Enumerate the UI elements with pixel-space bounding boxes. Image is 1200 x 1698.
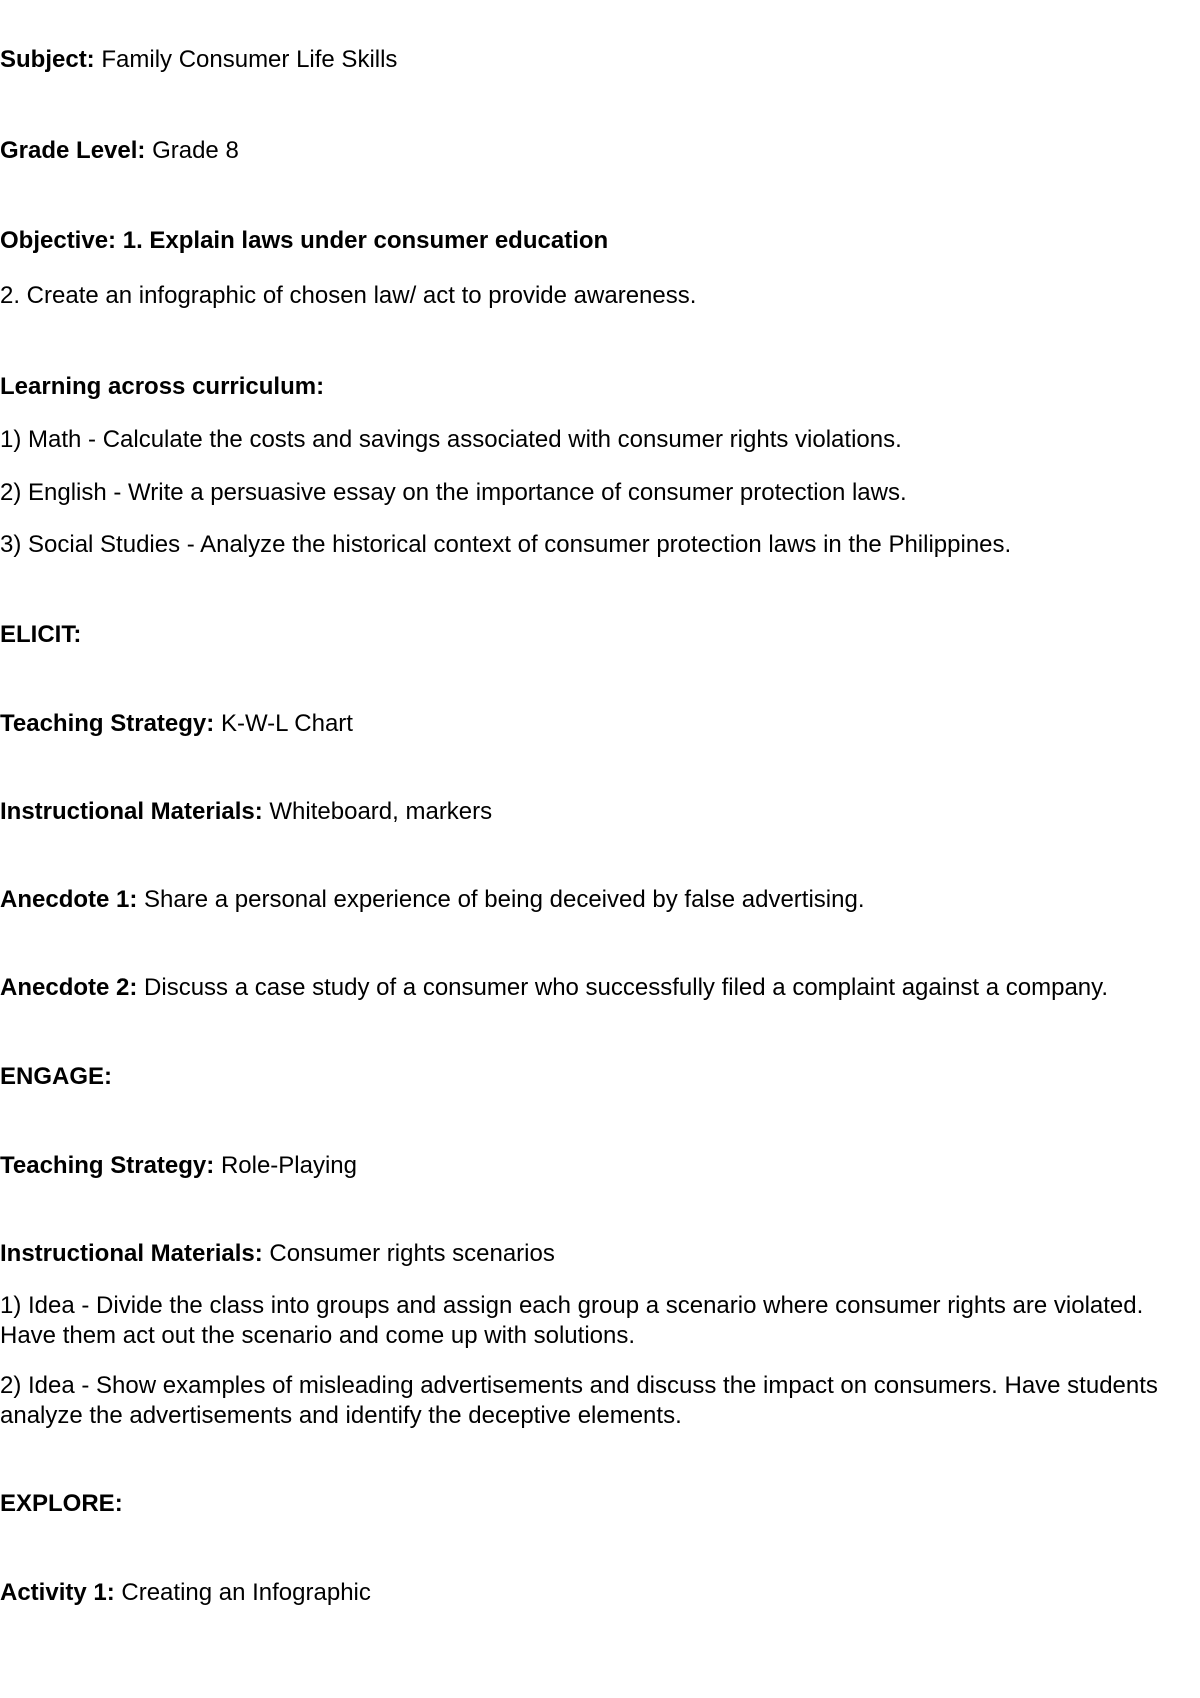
subject-line — [0, 45, 397, 75]
elicit-materials-label: Instructional Materials: — [0, 798, 263, 825]
grade-level-line — [0, 136, 239, 166]
learning-item-math: 1) Math - Calculate the costs and savings associated with consumer rights violations. — [0, 426, 902, 453]
anecdote-1-line — [0, 885, 865, 915]
engage-materials-line — [0, 1239, 555, 1269]
objective-second: 2. Create an infographic of chosen law/ act to provide awareness. — [0, 282, 697, 309]
elicit-strategy-label: Teaching Strategy: — [0, 710, 215, 737]
elicit-strategy-value: K-W-L Chart — [220, 710, 353, 737]
engage-strategy-line — [0, 1151, 357, 1181]
anecdote-1-label: Anecdote 1: — [0, 886, 138, 913]
subject-label: Subject: — [0, 46, 95, 73]
objective-line — [0, 226, 608, 256]
anecdote-2-line — [0, 973, 1108, 1003]
objective-label: Objective: — [0, 227, 117, 254]
engage-materials-value: Consumer rights scenarios — [269, 1240, 555, 1267]
elicit-heading: ELICIT: — [0, 621, 82, 648]
anecdote-1-value: Share a personal experience of being deceived by false advertising. — [144, 886, 865, 913]
learning-item-social-studies: 3) Social Studies - Analyze the historical context of consumer protection laws in the Philippines. — [0, 531, 1012, 558]
learning-item-english: 2) English - Write a persuasive essay on the importance of consumer protection laws. — [0, 479, 907, 506]
grade-level-value: Grade 8 — [152, 137, 239, 164]
objective-value: 1. Explain laws under consumer education — [122, 227, 609, 254]
anecdote-2-value: Discuss a case study of a consumer who successfully filed a complaint against a company. — [144, 974, 1109, 1001]
anecdote-2-label: Anecdote 2: — [0, 974, 138, 1001]
activity-1-label: Activity 1: — [0, 1579, 115, 1606]
engage-heading: ENGAGE: — [0, 1063, 113, 1090]
engage-materials-label: Instructional Materials: — [0, 1240, 263, 1267]
elicit-materials-line — [0, 797, 492, 827]
engage-idea-2: 2) Idea - Show examples of misleading advertisements and discuss the impact on consumers. Have students analyze the advertisements and identify the deceptive elements. — [0, 1372, 1158, 1429]
engage-idea-1: 1) Idea - Divide the class into groups and assign each group a scenario where consumer rights are violated. Have them act out the scenario and come up with solutions. — [0, 1292, 1144, 1349]
engage-strategy-value: Role-Playing — [220, 1152, 358, 1179]
activity-1-value: Creating an Infographic — [121, 1579, 371, 1606]
explore-heading: EXPLORE: — [0, 1490, 123, 1517]
elicit-strategy-line — [0, 709, 353, 739]
subject-value: Family Consumer Life Skills — [101, 46, 398, 73]
engage-strategy-label: Teaching Strategy: — [0, 1152, 215, 1179]
activity-1-line — [0, 1578, 371, 1608]
grade-level-label: Grade Level: — [0, 137, 146, 164]
elicit-materials-value: Whiteboard, markers — [269, 798, 493, 825]
learning-heading: Learning across curriculum: — [0, 373, 325, 400]
